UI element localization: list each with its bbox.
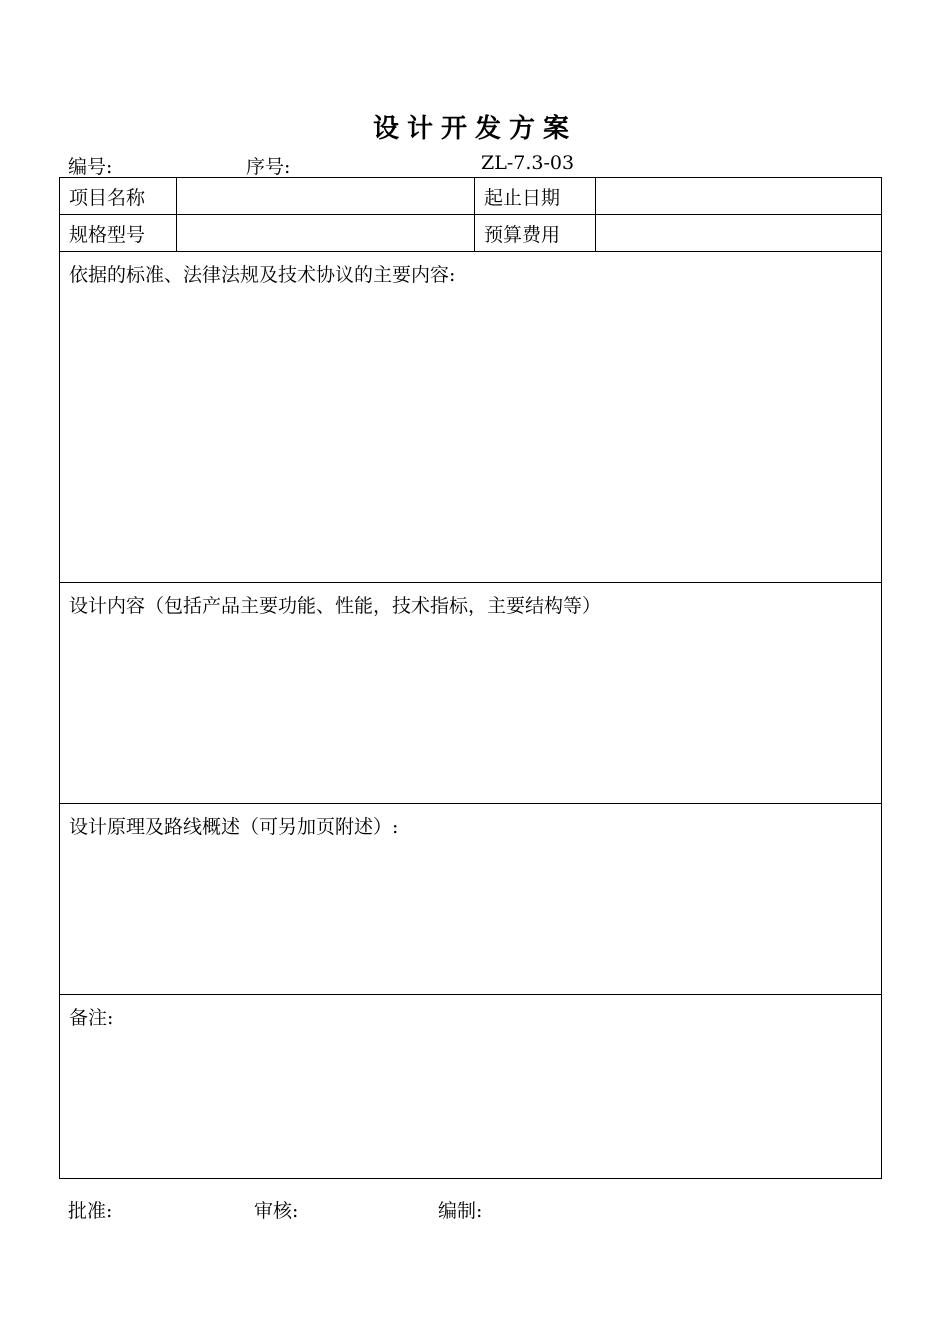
budget-label: 预算费用 (475, 215, 596, 252)
review-label: 审核: (254, 1200, 299, 1222)
standards-section[interactable] (60, 252, 882, 583)
meta-row (0, 152, 950, 178)
design-principle-section[interactable] (60, 804, 882, 995)
standards-label: 依据的标准、法律法规及技术协议的主要内容: (69, 264, 456, 286)
document-title: 设计开发方案 (372, 114, 577, 144)
date-range-label: 起止日期 (475, 178, 596, 215)
design-content-label: 设计内容（包括产品主要功能、性能，技术指标，主要结构等） (69, 595, 602, 617)
approve-label: 批准: (68, 1200, 113, 1222)
budget-field[interactable] (596, 215, 882, 252)
remarks-label: 备注: (69, 1007, 114, 1029)
signature-footer (0, 1196, 950, 1224)
design-plan-form (59, 177, 882, 1179)
remarks-section[interactable] (60, 995, 882, 1179)
project-name-label: 项目名称 (60, 178, 177, 215)
design-principle-label: 设计原理及路线概述（可另加页附述）: (69, 816, 399, 838)
standards-row (60, 252, 882, 583)
number-label: 编号: (68, 156, 113, 178)
spec-model-field[interactable] (177, 215, 475, 252)
spec-row (60, 215, 882, 252)
date-range-field[interactable] (596, 178, 882, 215)
spec-model-label: 规格型号 (60, 215, 177, 252)
compile-label: 编制: (438, 1200, 483, 1222)
sequence-label: 序号: (246, 156, 291, 178)
design-content-row (60, 583, 882, 804)
project-row (60, 178, 882, 215)
design-principle-row (60, 804, 882, 995)
document-code: ZL-7.3-03 (481, 152, 575, 174)
project-name-field[interactable] (177, 178, 475, 215)
remarks-row (60, 995, 882, 1179)
design-content-section[interactable] (60, 583, 882, 804)
